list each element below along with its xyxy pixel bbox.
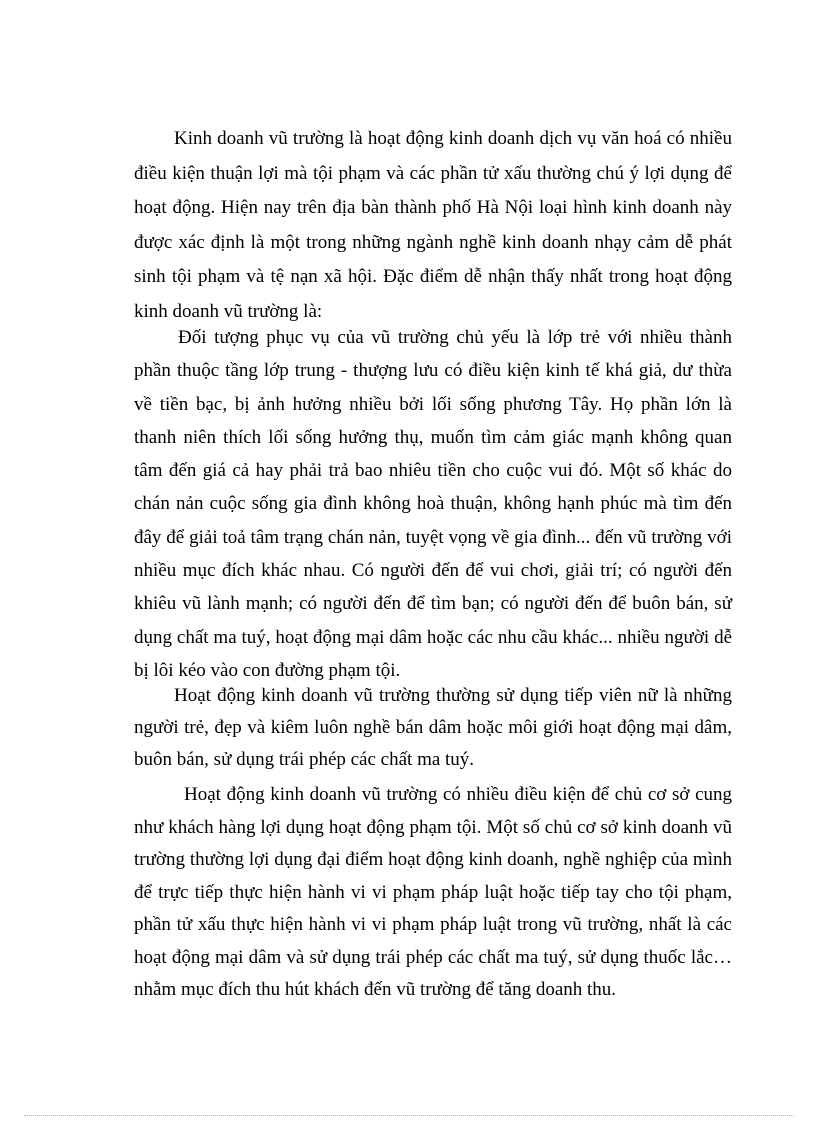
paragraph-1: Kinh doanh vũ trường là hoạt động kinh doanh dịch vụ văn hoá có nhiều điều kiện thuận lợi mà tội phạm và các phần tử xấu thường chú ý lợi dụng để hoạt động. Hiện nay trên địa bàn thành phố Hà Nội loại hình kinh doanh này được xác định là một trong những ngành nghề kinh doanh nhạy cảm dễ phát sinh tội phạm và tệ nạn xã hội. Đặc điểm dễ nhận thấy nhất trong hoạt động kinh doanh vũ trường là: bbox=[134, 128, 732, 322]
paragraph-3: Hoạt động kinh doanh vũ trường thường sử dụng tiếp viên nữ là những người trẻ, đẹp và kiêm luôn nghề bán dâm hoặc môi giới hoạt động mại dâm, buôn bán, sử dụng trái phép các chất ma tuý. bbox=[134, 685, 732, 770]
paragraph-2: Đối tượng phục vụ của vũ trường chủ yếu là lớp trẻ với nhiều thành phần thuộc tầng lớp trung - thượng lưu có điều kiện kinh tế khá giả, dư thừa về tiền bạc, bị ảnh hưởng nhiều bởi lối sống phương Tây. Họ phần lớn là thanh niên thích lối sống hưởng thụ, muốn tìm cảm giác mạnh không quan tâm đến giá cả hay phải trả bao nhiêu tiền cho cuộc vui đó. Một số khác do chán nản cuộc sống gia đình không hoà thuận, không hạnh phúc mà tìm đến đây để giải toả tâm trạng chán nản, tuyệt vọng về gia đình... đến vũ trường với nhiều mục đích khác nhau. Có người đến để vui chơi, giải trí; có người đến khiêu vũ lành mạnh; có người đến để tìm bạn; có người đến để buôn bán, sử dụng chất ma tuý, hoạt động mại dâm hoặc các nhu cầu khác... nhiều người dễ bị lôi kéo vào con đường phạm tội. bbox=[134, 327, 732, 681]
paragraph-4: Hoạt động kinh doanh vũ trường có nhiều điều kiện để chủ cơ sở cung như khách hàng lợi dụng hoạt động phạm tội. Một số chủ cơ sở kinh doanh vũ trường thường lợi dụng đại điểm hoạt động kinh doanh, nghề nghiệp của mình để trực tiếp thực hiện hành vi vi phạm pháp luật hoặc tiếp tay cho tội phạm, phần tử xấu thực hiện hành vi vi phạm pháp luật trong vũ trường, nhất là các hoạt động mại dâm và sử dụng trái phép các chất ma tuý, sử dụng thuốc lắc… nhằm mục đích thu hút khách đến vũ trường để tăng doanh thu. bbox=[134, 784, 732, 1000]
footer-divider bbox=[24, 1115, 794, 1116]
